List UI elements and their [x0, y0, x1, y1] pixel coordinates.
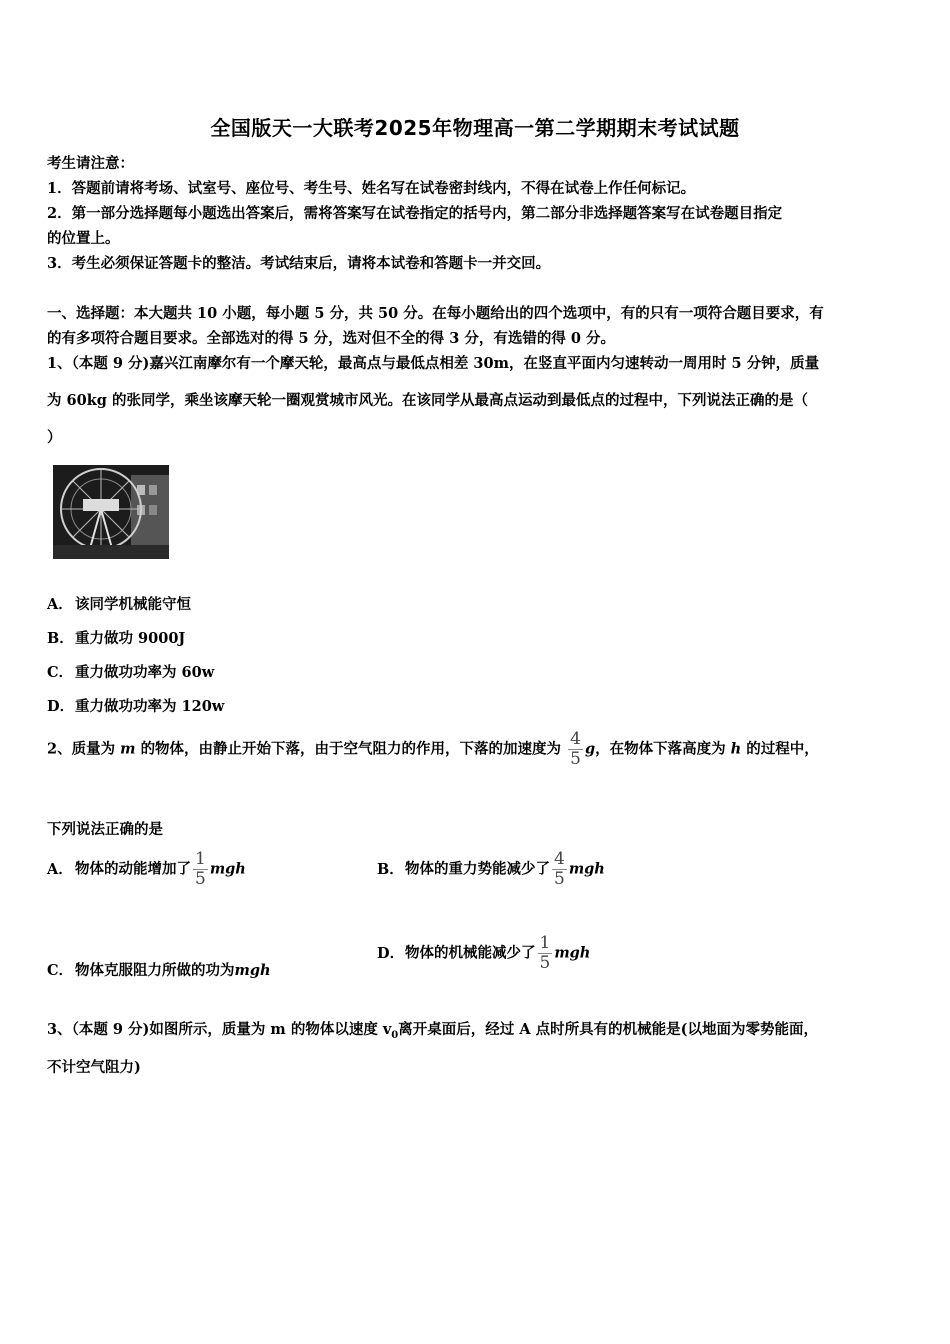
q1-option-b: B．重力做功 9000J: [47, 630, 186, 647]
q2-option-b: B．物体的重力势能减少了 $\frac{4}{5}$ mgh: [377, 849, 605, 889]
q2-fraction: $\frac{4}{5}$: [570, 729, 581, 769]
notice-item-2: 2．第一部分选择题每小题选出答案后，需将答案写在试卷指定的括号内，第二部分非选择题答案写在试卷题目指定: [47, 205, 783, 222]
q1-option-c: C． 重力做功功率为 60w: [47, 664, 215, 681]
q2-stem-line1: 2、质量为 m 的物体，由静止开始下落，由于空气阻力的作用，下落的加速度为 $\frac{4}{5}$ g，在物体下落高度为 h 的过程中，: [47, 729, 819, 769]
page-title: 全国版天一大联考2025年物理高一第二学期期末考试试题: [210, 116, 740, 140]
notice-item-1: 1．答题前请将考场、试室号、座位号、考生号、姓名写在试卷密封线内，不得在试卷上作任何标记。: [47, 180, 696, 197]
q1-option-a: A． 该同学机械能守恒: [47, 596, 191, 613]
ferris-wheel-photo: [53, 465, 169, 559]
q2-stem-line2: 下列说法正确的是: [47, 821, 163, 838]
section-intro-line2: 的有多项符合题目要求。全部选对的得 5 分，选对但不全的得 3 分，有选错的得 0 分。: [47, 330, 616, 347]
q2-option-d: D．物体的机械能减少了 $\frac{1}{5}$ mgh: [377, 933, 591, 973]
notice-heading: 考生请注意：: [47, 155, 134, 172]
q1-stem-line1: 1、（本题 9 分)嘉兴江南摩尔有一个摩天轮，最高点与最低点相差 30m，在竖直平面内匀速转动一周用时 5 分钟，质量: [47, 355, 820, 372]
q1-stem-line3: ）: [47, 429, 62, 446]
q1-option-d: D．重力做功功率为 120w: [47, 698, 225, 715]
q2-option-a: A． 物体的动能增加了 $\frac{1}{5}$ mgh: [47, 849, 246, 889]
q1-stem-line2: 为 60kg 的张同学，乘坐该摩天轮一圈观赏城市风光。在该同学从最高点运动到最低点的过程中，下列说法正确的是（: [47, 392, 808, 409]
section-intro-line1: 一、选择题：本大题共 10 小题，每小题 5 分，共 50 分。在每小题给出的四个选项中，有的只有一项符合题目要求，有: [47, 305, 824, 322]
notice-item-2-cont: 的位置上。: [47, 230, 120, 247]
q3-stem-line1: 3、（本题 9 分)如图所示，质量为 m 的物体以速度 $v_0$离开桌面后，经过 A 点时所具有的机械能是(以地面为零势能面，: [47, 1021, 818, 1041]
q2-option-c: C． 物体克服阻力所做的功为mgh: [47, 962, 271, 979]
notice-item-3: 3．考生必须保证答题卡的整洁。考试结束后，请将本试卷和答题卡一并交回。: [47, 255, 551, 272]
q3-stem-line2: 不计空气阻力): [47, 1059, 141, 1076]
